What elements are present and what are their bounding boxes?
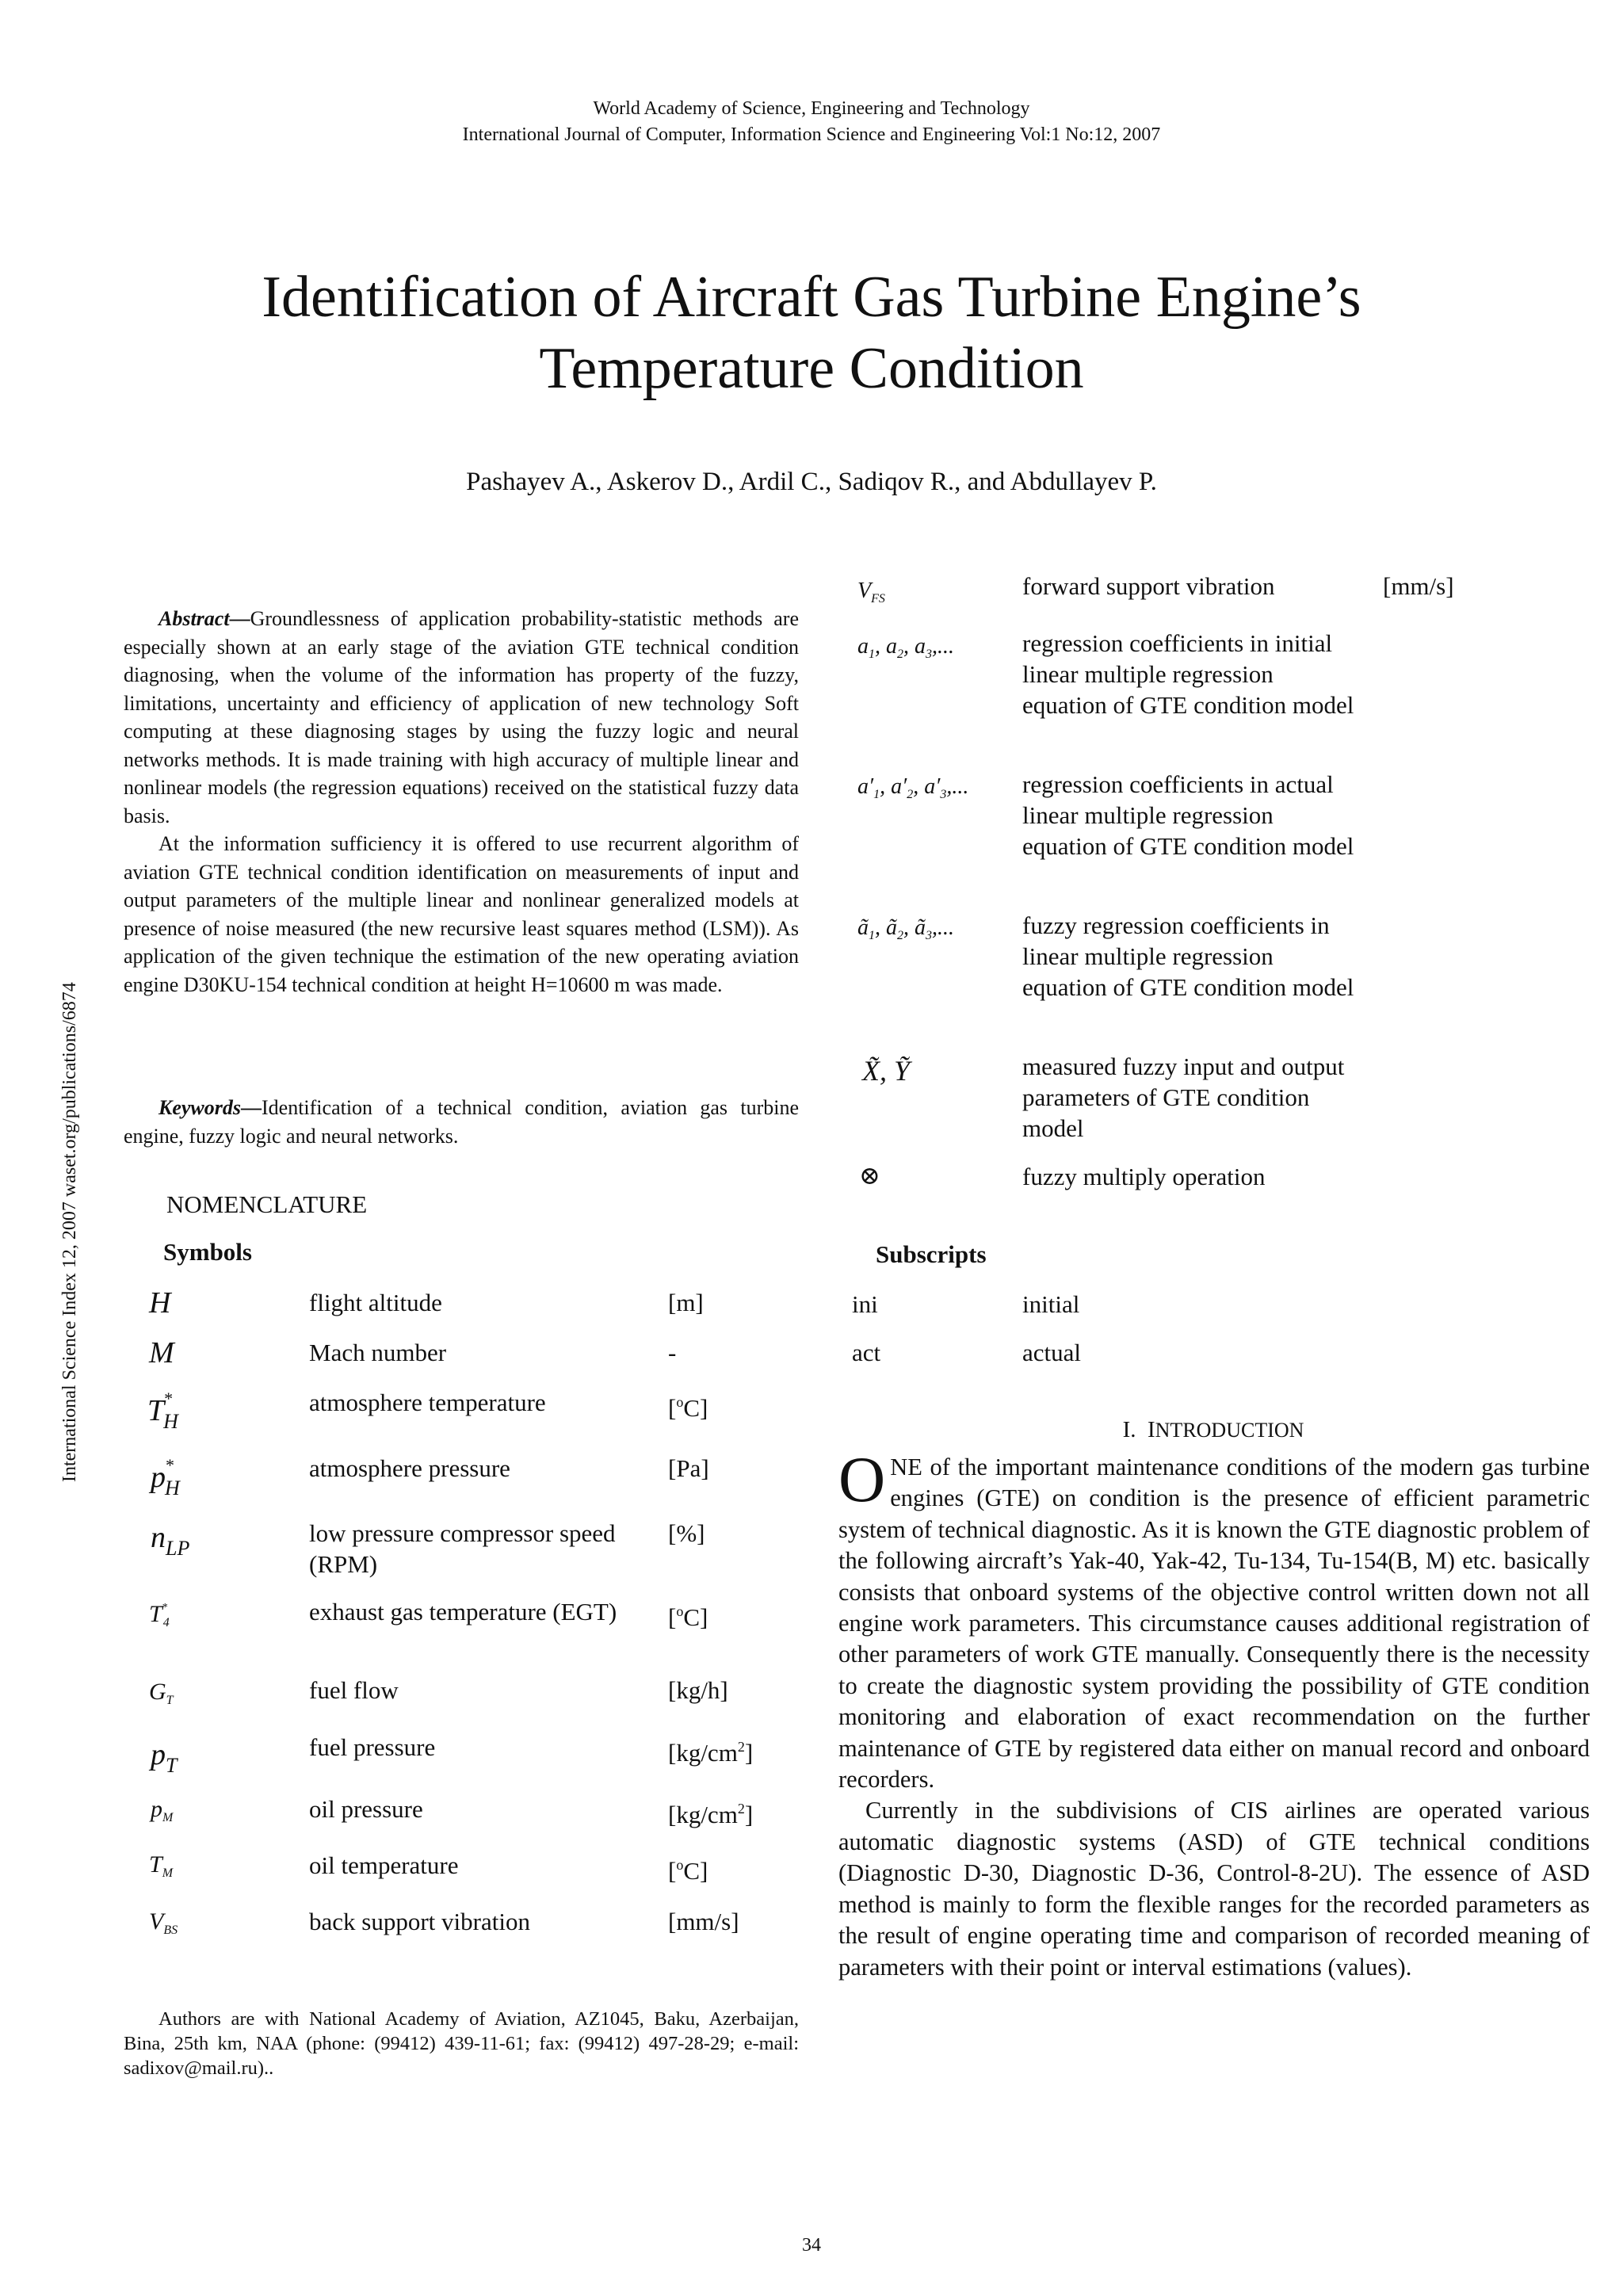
nom-desc: exhaust gas temperature (EGT) (309, 1598, 617, 1626)
title-line-2: Temperature Condition (539, 336, 1084, 401)
nom-desc: fuel flow (309, 1676, 399, 1704)
nom-unit-celsius: [$^o$C] (668, 1394, 708, 1422)
subscript-desc: actual (1022, 1339, 1082, 1366)
nom-unit-kgcm2: $[kg/cm^2]$ (668, 1801, 754, 1828)
symbol-n-LP: $n_{LP}$ (151, 1521, 190, 1560)
abstract-p1: Groundlessness of application probability-statistic methods are especially shown at an early stage of the aviation GTE technical condition diagnosing, when the volume of the information has property of the fuzzy, limitations, uncertainty and efficiency of application of new technology Soft computing at these diagnosing stages by using the fuzzy logic and neural networks methods. It is made training with high accuracy of multiple linear and nonlinear models (the regression equations) received on the statistical fuzzy data basis. (124, 607, 799, 827)
intro-body (838, 1443, 1590, 1983)
symbol-G-T: $G_T$ (149, 1679, 174, 1707)
keywords-label: Keywords (158, 1096, 241, 1119)
nom-desc: atmosphere pressure (309, 1454, 510, 1482)
symbols-heading: Symbols (163, 1238, 252, 1266)
symbol-T4-star: $T^*_4$ (149, 1601, 170, 1629)
keywords-text: Identification of a technical condition, aviation gas turbine engine, fuzzy logic and neural networks. (124, 1096, 799, 1148)
page-number: 34 (802, 2235, 821, 2256)
abstract-dash: — (229, 607, 250, 630)
abstract-label: Abstract (158, 607, 230, 630)
otimes-icon: ⊗ (859, 1161, 880, 1190)
nomenclature-heading: NOMENCLATURE (166, 1190, 368, 1218)
symbol-H: H (149, 1286, 171, 1320)
symbol-V-FS: $V_{FS}$ (857, 579, 885, 606)
nom-desc: fuzzy regression coefficients in linear multiple regression equation of GTE condition model (1022, 911, 1354, 1001)
symbol-X-Y-tilde: X̃, Ỹ (862, 1055, 911, 1087)
intro-heading (838, 1417, 1589, 1443)
symbol-a-coefficients: $a_1$, $a_2$, $a_3$,... (857, 634, 954, 661)
nom-desc: regression coefficients in actual linear multiple regression equation of GTE condition model (1022, 770, 1354, 860)
intro-heading-rest: NTRODUCTION (1155, 1419, 1304, 1442)
author-list: Pashayev A., Askerov D., Ardil C., Sadiqov R., and Abdullayev P. (466, 468, 1157, 496)
keywords-dash: — (241, 1096, 262, 1119)
intro-p2: Currently in the subdivisions of CIS airlines are operated various automatic diagnostic systems (ASD) of GTE technical conditions (Diagnostic D-30, Diagnostic D-36, Control-8-2U). The essence of ASD method is mainly to form the flexible ranges for the recorded parameters as the result of engine operating time and comparison of recorded meaning of parameters with their point or interval estimations (values). (838, 1797, 1590, 1981)
journal-volume: International Journal of Computer, Information Science and Engineering Vol:1 No:12, 2007 (462, 124, 1161, 145)
nom-desc: fuel pressure (309, 1733, 436, 1761)
symbol-p-T: $p_T$ (151, 1738, 178, 1777)
symbol-a-prime-coefficients: $a'_1$, $a'_2$, $a'_3$,... (857, 774, 969, 801)
nom-desc: regression coefficients in initial linear multiple regression equation of GTE condition model (1022, 629, 1354, 719)
title-line-1: Identification of Aircraft Gas Turbine Engine’s (262, 265, 1361, 330)
nom-unit-kgcm2: $[kg/cm^2]$ (668, 1739, 754, 1767)
journal-name: World Academy of Science, Engineering and Technology (593, 98, 1030, 119)
symbol-p-M: $p_M$ (151, 1796, 174, 1824)
paper-title (0, 262, 1623, 404)
nom-desc: measured fuzzy input and output parameters of GTE condition model (1022, 1052, 1345, 1142)
subscript-symbol: ini (852, 1290, 878, 1318)
nom-unit: [Pa] (668, 1454, 709, 1482)
keywords (124, 1094, 799, 1150)
drop-cap: O (838, 1443, 886, 1515)
author-footnote (124, 2007, 799, 2080)
nom-unit: [kg/h] (668, 1676, 728, 1704)
symbol-T-M: $T_M$ (149, 1851, 174, 1880)
nom-unit-celsius: [$^o$C] (668, 1857, 708, 1885)
nom-desc: back support vibration (309, 1908, 530, 1935)
side-citation: International Science Index 12, 2007 waset.org/publications/6874 (59, 982, 80, 1482)
symbol-V-BS: $V_{BS}$ (149, 1908, 178, 1937)
nom-desc: low pressure compressor speed (RPM) (309, 1519, 616, 1578)
nom-desc: oil pressure (309, 1795, 423, 1823)
nom-desc: atmosphere temperature (309, 1389, 546, 1416)
nom-unit: [m] (668, 1289, 704, 1316)
intro-heading-number: I. (1122, 1417, 1136, 1442)
abstract-p2: At the information sufficiency it is offered to use recurrent algorithm of aviation GTE technical condition identification on measurements of input and output parameters of the multiple linear and nonlinear generalized models at presence of noise measured (the new recursive least squares method (LSM)). As application of the given technique the estimation of the new operating aviation engine D30KU-154 technical condition at height H=10600 m was made. (124, 832, 799, 996)
symbol-a-tilde-coefficients: $ã_1$, $ã_2$, $ã_3$,... (857, 915, 954, 942)
nom-desc: oil temperature (309, 1851, 459, 1879)
footnote-text: Authors are with National Academy of Aviation, AZ1045, Baku, Azerbaijan, Bina, 25th km, NAA (phone: (99412) 439-11-61; fax: (99412) 497-28-29; e-mail: sadixov@mail.ru).. (124, 2008, 799, 2079)
nom-unit-celsius: [$^o$C] (668, 1603, 708, 1631)
nom-unit: [mm/s] (1383, 572, 1454, 600)
nom-desc: fuzzy multiply operation (1022, 1163, 1266, 1190)
nom-desc: flight altitude (309, 1289, 442, 1316)
subscript-desc: initial (1022, 1290, 1080, 1318)
nom-unit: [mm/s] (668, 1908, 739, 1935)
symbol-M: M (149, 1336, 174, 1370)
subscripts-heading: Subscripts (876, 1240, 987, 1268)
nom-desc: Mach number (309, 1339, 447, 1366)
nom-desc: forward support vibration (1022, 572, 1275, 600)
symbol-p-H-star: $p^*_H$ (151, 1455, 180, 1499)
nom-unit: [%] (668, 1519, 705, 1547)
intro-heading-first: I (1147, 1417, 1155, 1442)
subscript-symbol: act (852, 1339, 881, 1366)
symbol-T-H-star: $T^*_H$ (147, 1389, 178, 1433)
intro-p1: NE of the important maintenance conditions of the modern gas turbine engines (GTE) on condition is the presence of efficient parametric system of technical diagnostic. As it is known the GTE diagnostic problem of the following aircraft’s Yak-40, Yak-42, Tu-134, Tu-154(B, M) etc. basically consists that onboard systems of the objective control written down not all engine work parameters. This circumstance causes additional registration of other parameters of work GTE manually. Consequently there is the necessity to create the diagnostic system providing the possibility of GTE condition monitoring and elaboration of exact recommendation on the further maintenance of GTE by registered data either on manual record and onboard recorders. (838, 1454, 1590, 1794)
abstract (124, 605, 799, 999)
nom-unit: - (668, 1339, 677, 1366)
